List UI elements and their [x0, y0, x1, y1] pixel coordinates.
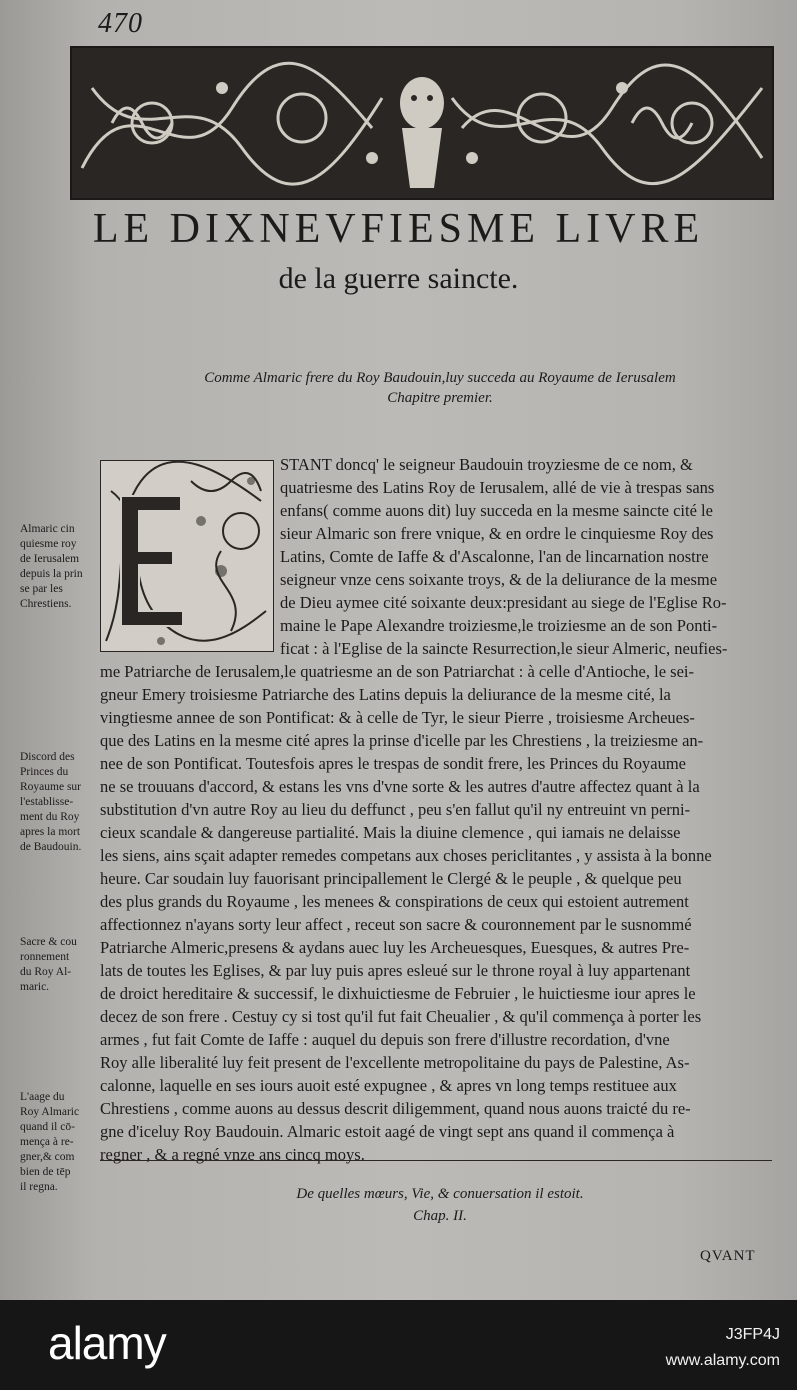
margin-note-line: mença à re- — [20, 1136, 74, 1148]
margin-note-line: Royaume sur — [20, 781, 82, 793]
next-chapter-heading — [110, 1183, 770, 1227]
book-title: LE DIXNEVFIESME LIVRE — [92, 206, 705, 252]
text-line: gneur Emery troisiesme Patriarche des Latins depuis la deliurance de la mesme cité, la — [100, 685, 671, 704]
text-line: enfans( comme auons dit) luy succeda en la mesme saincte cité le — [280, 501, 713, 520]
catchword: QVANT — [700, 1248, 756, 1264]
text-line: vingtiesme annee de son Pontificat: & à celle de Tyr, le sieur Pierre , troisiesme Archeues- — [100, 708, 695, 727]
margin-note-line: Princes du — [20, 766, 69, 778]
margin-note-line: gner,& com — [20, 1151, 75, 1163]
margin-note-line: il regna. — [20, 1181, 58, 1193]
next-chapter-subtitle: Chap. II. — [413, 1208, 467, 1224]
margin-note-line: Discord des — [20, 751, 75, 763]
footer-meta — [600, 1322, 780, 1374]
text-line: seigneur vnze cens soixante troys, & de la deliurance de la mesme — [280, 570, 718, 589]
next-chapter-title: De quelles mœurs, Vie, & conuersation il estoit. — [296, 1186, 584, 1202]
text-line: regner , & a regné vnze ans cincq moys. — [100, 1145, 365, 1164]
chapter-title: Comme Almaric frere du Roy Baudouin,luy succeda au Royaume de Ierusalem — [204, 370, 676, 386]
chapter-subtitle: Chapitre premier. — [387, 390, 493, 406]
decorative-headpiece — [70, 46, 774, 200]
margin-note-line: Chrestiens. — [20, 598, 72, 610]
margin-note-line: l'establisse- — [20, 796, 74, 808]
text-line: Patriarche Almeric,presens & aydans auec luy les Archeuesques, Euesques, & autres Pre- — [100, 938, 690, 957]
text-line: ficat : à l'Eglise de la saincte Resurrection,le sieur Almeric, neufies- — [280, 639, 728, 658]
margin-note-line: bien de tēp — [20, 1166, 71, 1178]
chapter-divider — [100, 1160, 772, 1161]
margin-note-aage — [20, 1090, 100, 1195]
text-line: ne se trouuans d'accord, & estans les vns d'vne sorte & les autres d'autre affectez quant à la — [100, 777, 700, 796]
text-line: armes , fut fait Comte de Iaffe : auquel du depuis son frere d'illustre recordation, d'vne — [100, 1030, 670, 1049]
margin-note-line: Roy Almaric — [20, 1106, 80, 1118]
margin-note-discord — [20, 750, 100, 855]
text-line: sieur Almaric son frere vnique, & en ordre le cinquiesme Roy des — [280, 524, 714, 543]
illuminated-initial-e — [100, 460, 274, 652]
alamy-logo: alamy — [48, 1317, 166, 1369]
margin-note-line: Sacre & cou — [20, 936, 77, 948]
text-line: les siens, ains sçait adapter remedes competans aux choses periclitantes , y assista à la bonne — [100, 846, 712, 865]
text-line: gne d'iceluy Roy Baudouin. Almaric estoit aagé de vingt sept ans quand il commença à — [100, 1122, 675, 1141]
text-line: calonne, laquelle en ses iours auoit esté expugnee , & apres vn long temps restituee aux — [100, 1076, 677, 1095]
chapter-heading — [110, 368, 770, 408]
margin-note-line: quiesme roy — [20, 538, 77, 550]
text-line: Roy alle liberalité luy feit present de l'excellente metropolitaine du pays de Palestine, As- — [100, 1053, 690, 1072]
margin-note-line: se par les — [20, 583, 63, 595]
text-line: Chrestiens , comme auons au dessus descrit diligemment, quand nous auons traicté du re- — [100, 1099, 691, 1118]
margin-note-line: de Ierusalem — [20, 553, 80, 565]
margin-note-line: depuis la prin — [20, 568, 83, 580]
text-line: heure. Car soudain luy fauorisant principallement le Clergé & le peuple , & quelque peu — [100, 869, 682, 888]
margin-note-almaric — [20, 522, 100, 612]
image-id: J3FP4J — [725, 1326, 780, 1343]
margin-note-line: ment du Roy — [20, 811, 80, 823]
text-line: lats de toutes les Eglises, & par luy puis apres esleué sur le throne royal à luy appartenant — [100, 961, 691, 980]
text-line: maine le Pape Alexandre troiziesme,le troiziesme an de son Ponti- — [280, 616, 718, 635]
text-line: STANT doncq' le seigneur Baudouin troyziesme de ce nom, & — [280, 455, 693, 474]
margin-note-line: de Baudouin. — [20, 841, 82, 853]
text-line: quatriesme des Latins Roy de Ierusalem, allé de vie à trespas sans — [280, 478, 715, 497]
text-line: cieux scandale & dangereuse partialité. Mais la diuine clemence , qui iamais ne delaisse — [100, 823, 681, 842]
text-line: nee de son Pontificat. Toutesfois apres le trespas de sondit frere, les Princes du Royaume — [100, 754, 686, 773]
text-line: Latins, Comte de Iaffe & d'Ascalonne, l'an de lincarnation nostre — [280, 547, 709, 566]
margin-note-line: maric. — [20, 981, 50, 993]
text-line: de Dieu aymee cité soixante deux:presidant au siege de l'Eglise Ro- — [280, 593, 727, 612]
text-line: substitution d'vn autre Roy au lieu du deffunct , peu s'en fallut qu'il ny entreuint vn perni- — [100, 800, 691, 819]
site-url: www.alamy.com — [665, 1352, 780, 1369]
text-line: decez de son frere . Cestuy cy si tost qu'il fut fait Cheualier , & qu'il commença à porter les — [100, 1007, 702, 1026]
text-line: me Patriarche de Ierusalem,le quatriesme an de son Patriarchat : à celle d'Antioche, le sei- — [100, 662, 694, 681]
margin-note-sacre — [20, 935, 100, 995]
text-line: affectionnez n'ayans sorty leur affect , receut son sacre & couronnement par le susnommé — [100, 915, 692, 934]
margin-note-line: quand il cō- — [20, 1121, 75, 1133]
margin-note-line: ronnement — [20, 951, 70, 963]
margin-note-line: L'aage du — [20, 1091, 65, 1103]
text-line: de droict hereditaire & successif, le dixhuictiesme de Februier , le huictiesme iour apres le — [100, 984, 696, 1003]
margin-note-line: Almaric cin — [20, 523, 75, 535]
page-number: 470 — [98, 8, 143, 39]
book-subtitle: de la guerre saincte. — [278, 262, 519, 295]
text-line: des plus grands du Royaume , les menees & conspirations de ceux qui estoient autrement — [100, 892, 689, 911]
text-line: que des Latins en la mesme cité apres la prinse d'icelle par les Chrestiens , la treiziesme an- — [100, 731, 704, 750]
margin-note-line: apres la mort — [20, 826, 81, 838]
margin-note-line: du Roy Al- — [20, 966, 72, 978]
